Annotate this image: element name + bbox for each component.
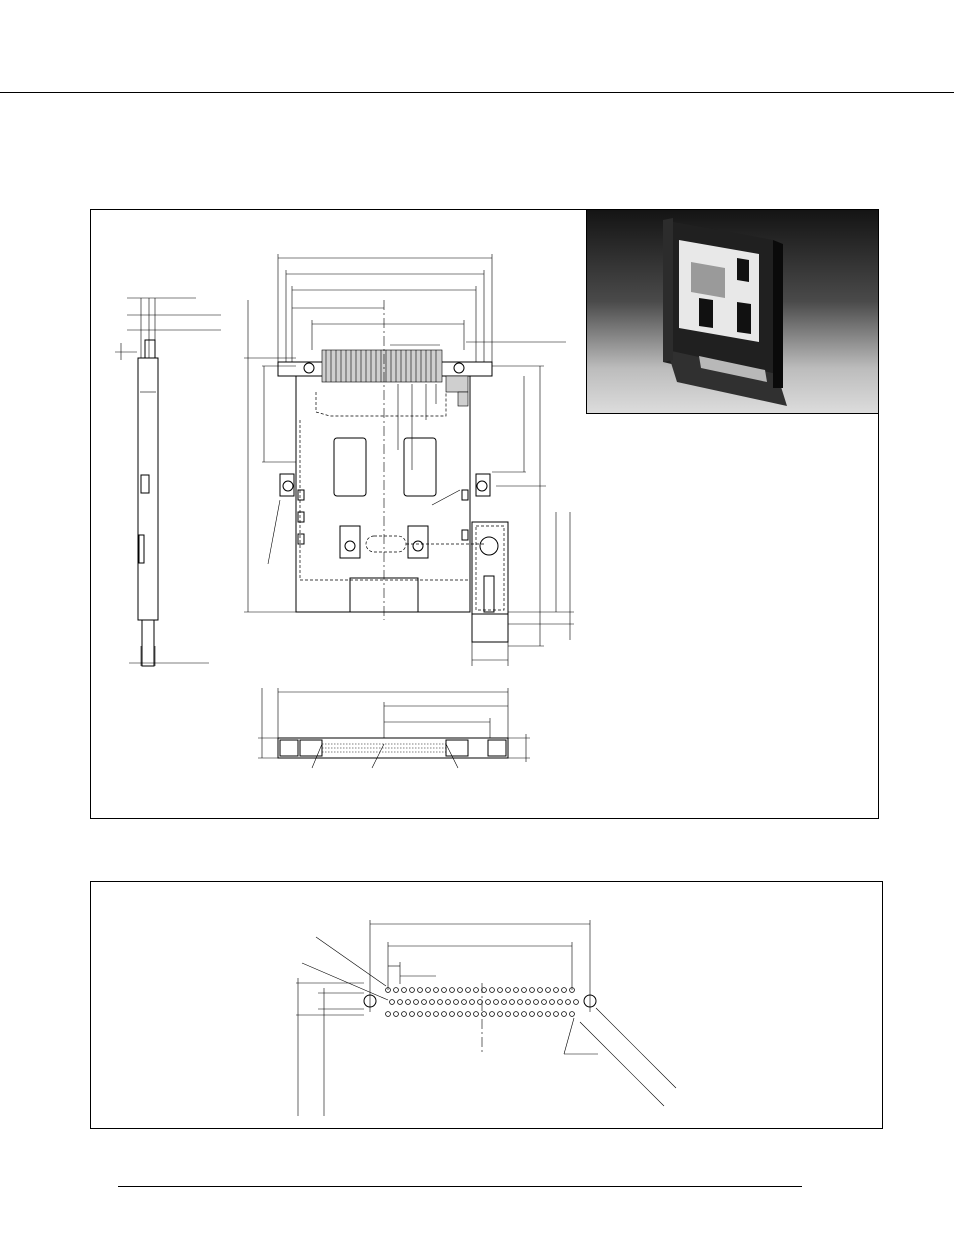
pin-hole bbox=[562, 1012, 567, 1017]
pin-hole bbox=[530, 988, 535, 993]
pin-hole bbox=[434, 1012, 439, 1017]
pin-hole bbox=[446, 1000, 451, 1005]
pin-hole bbox=[566, 1000, 571, 1005]
pin-hole bbox=[426, 988, 431, 993]
pin-hole bbox=[438, 1000, 443, 1005]
pin-hole bbox=[442, 988, 447, 993]
pin-hole bbox=[470, 1000, 475, 1005]
pin-hole bbox=[450, 1012, 455, 1017]
pin-hole bbox=[430, 1000, 435, 1005]
pin-hole bbox=[550, 1000, 555, 1005]
pin-hole bbox=[482, 988, 487, 993]
pin-hole bbox=[522, 1012, 527, 1017]
pin-hole bbox=[402, 988, 407, 993]
pin-hole bbox=[574, 1000, 579, 1005]
pin-hole bbox=[398, 1000, 403, 1005]
pin-hole bbox=[410, 1012, 415, 1017]
pin-hole bbox=[462, 1000, 467, 1005]
pin-hole bbox=[554, 1012, 559, 1017]
pin-hole bbox=[506, 1012, 511, 1017]
pin-hole bbox=[546, 1012, 551, 1017]
pin-hole bbox=[506, 988, 511, 993]
pin-hole bbox=[394, 1012, 399, 1017]
pin-hole bbox=[442, 1012, 447, 1017]
pin-hole bbox=[386, 1012, 391, 1017]
pin-hole bbox=[458, 1012, 463, 1017]
pin-hole bbox=[538, 1012, 543, 1017]
footer-rule bbox=[118, 1186, 802, 1187]
pin-hole bbox=[474, 988, 479, 993]
pin-hole bbox=[510, 1000, 515, 1005]
pin-hole bbox=[494, 1000, 499, 1005]
pin-hole bbox=[542, 1000, 547, 1005]
pin-hole bbox=[402, 1012, 407, 1017]
pin-hole bbox=[502, 1000, 507, 1005]
pin-hole bbox=[418, 988, 423, 993]
pin-hole bbox=[482, 1012, 487, 1017]
pin-hole bbox=[490, 988, 495, 993]
pin-hole bbox=[458, 988, 463, 993]
pin-hole bbox=[466, 1012, 471, 1017]
pin-hole bbox=[422, 1000, 427, 1005]
pin-hole bbox=[514, 1012, 519, 1017]
pin-hole bbox=[434, 988, 439, 993]
pin-hole bbox=[546, 988, 551, 993]
pin-hole bbox=[466, 988, 471, 993]
pin-hole bbox=[538, 988, 543, 993]
pin-hole bbox=[394, 988, 399, 993]
pin-hole bbox=[534, 1000, 539, 1005]
pin-hole bbox=[498, 1012, 503, 1017]
pin-hole bbox=[454, 1000, 459, 1005]
pin-hole bbox=[478, 1000, 483, 1005]
pin-hole bbox=[486, 1000, 491, 1005]
pin-hole bbox=[450, 988, 455, 993]
pin-hole bbox=[474, 1012, 479, 1017]
pin-hole bbox=[514, 988, 519, 993]
pin-hole bbox=[390, 1000, 395, 1005]
pin-hole bbox=[410, 988, 415, 993]
pin-hole bbox=[522, 988, 527, 993]
pin-hole bbox=[554, 988, 559, 993]
pin-hole bbox=[498, 988, 503, 993]
pin-hole bbox=[490, 1012, 495, 1017]
pin-hole bbox=[526, 1000, 531, 1005]
pin-hole bbox=[558, 1000, 563, 1005]
pin-hole bbox=[414, 1000, 419, 1005]
pin-hole bbox=[530, 1012, 535, 1017]
pin-hole bbox=[406, 1000, 411, 1005]
pin-hole bbox=[518, 1000, 523, 1005]
pin-hole bbox=[426, 1012, 431, 1017]
pin-hole bbox=[570, 1012, 575, 1017]
pin-hole bbox=[562, 988, 567, 993]
pin-hole bbox=[418, 1012, 423, 1017]
